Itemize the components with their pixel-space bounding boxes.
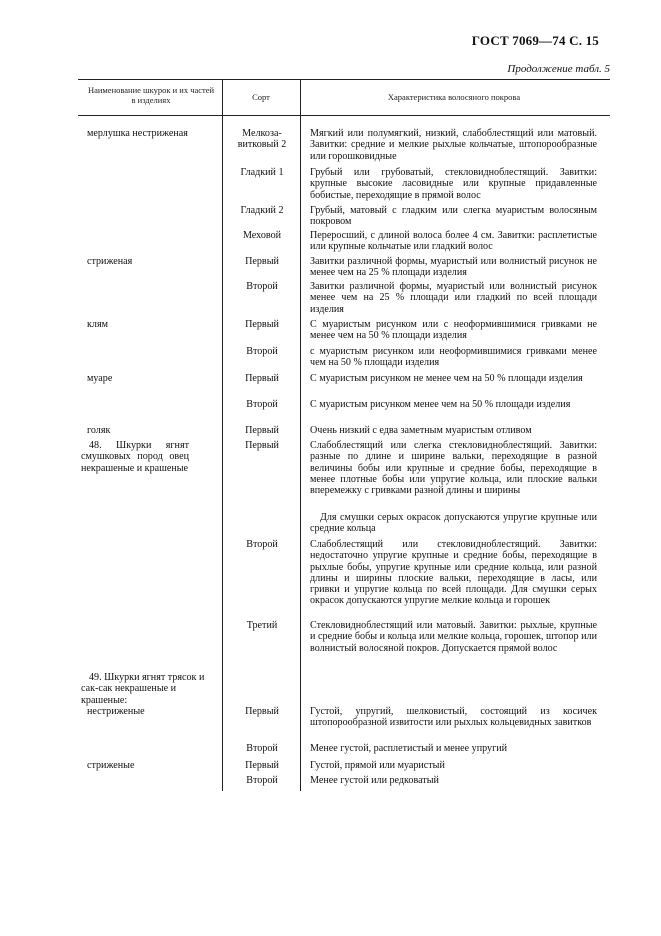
row-characteristic: Очень низкий с едва заметным муаристым отливом bbox=[310, 425, 532, 436]
row-name: стриженая bbox=[87, 256, 133, 267]
row-grade: Гладкий 1 bbox=[240, 167, 284, 178]
row-characteristic: Густой, прямой или муаристый bbox=[310, 760, 445, 771]
column-divider-2 bbox=[300, 116, 301, 791]
row-grade: Первый bbox=[245, 373, 279, 384]
row-grade: Гладкий 2 bbox=[240, 205, 284, 216]
row-characteristic: с муаристым рисунком или неоформившимися гривками менее чем на 50 % площади изделия bbox=[310, 346, 597, 369]
column-header-name: Наименование шкурок и их частей в изделиях bbox=[87, 85, 215, 105]
header-divider-2 bbox=[300, 80, 301, 116]
row-characteristic: Густой, упругий, шелковистый, состоящий из косичек штопорообразной извитости или рыхлых кольцевидных завитков bbox=[310, 706, 597, 729]
row-characteristic: Менее густой, расплетистый и менее упругий bbox=[310, 743, 508, 754]
row-grade: Мелкоза-витковый 2 bbox=[237, 128, 287, 151]
row-name: мерлушка нестриженая bbox=[87, 128, 188, 139]
row-name: голяк bbox=[87, 425, 111, 436]
row-name: муаре bbox=[87, 373, 113, 384]
table-header-rule bbox=[78, 115, 610, 116]
row-characteristic: Завитки различной формы, муаристый или волнистый рисунок не менее чем на 25 % площади изделия bbox=[310, 256, 597, 279]
row-grade: Первый bbox=[245, 319, 279, 330]
row-characteristic: Завитки различной формы, муаристый или волнистый рисунок менее чем на 25 % площади или гладкий по всей площади изделия bbox=[310, 281, 597, 315]
row-grade: Второй bbox=[246, 346, 278, 357]
row-grade: Меховой bbox=[242, 230, 282, 241]
row-characteristic: Грубый или грубоватый, стекловиднoблестящий. Завитки: крупные высокие ласовидные или крупные придавленные бобистые, переходящие в прямой волос bbox=[310, 167, 597, 201]
row-grade: Второй bbox=[246, 775, 278, 786]
page-header: ГОСТ 7069—74 С. 15 bbox=[471, 33, 599, 48]
column-header-characteristic: Характеристика волосяного покрова bbox=[387, 92, 521, 102]
row-characteristic: Менее густой или редковатый bbox=[310, 775, 439, 786]
table-continuation: Продолжение табл. 5 bbox=[507, 63, 610, 75]
row-grade: Второй bbox=[246, 539, 278, 550]
column-divider-1 bbox=[222, 116, 223, 791]
row-characteristic: Грубый, матовый с гладким или слегка муаристым волосяным покровом bbox=[310, 205, 597, 228]
table-top-rule bbox=[78, 79, 610, 80]
row-characteristic: С муаристым рисунком не менее чем на 50 % площади изделия bbox=[310, 373, 583, 384]
row-name: нестриженые bbox=[87, 706, 145, 717]
row-name: клям bbox=[87, 319, 108, 330]
row-characteristic: Мягкий или полумягкий, низкий, слабоблестящий или матовый. Завитки: средние и мелкие рыхлые кольчатые, штопорообразные или горошковидные bbox=[310, 128, 597, 162]
row-grade: Первый bbox=[245, 760, 279, 771]
row-grade: Третий bbox=[246, 620, 278, 631]
row-name: 49. Шкурки ягнят трясок и сак-сак некрашеные и крашеные: bbox=[81, 672, 205, 706]
row-grade: Второй bbox=[246, 281, 278, 292]
row-grade: Первый bbox=[245, 440, 279, 451]
row-characteristic: С муаристым рисунком менее чем на 50 % площади изделия bbox=[310, 399, 571, 410]
column-header-grade: Сорт bbox=[252, 92, 270, 102]
row-characteristic: Для смушки серых окрасок допускаются упругие крупные или средние кольца bbox=[310, 512, 597, 535]
row-grade: Первый bbox=[245, 425, 279, 436]
row-name: стриженые bbox=[87, 760, 135, 771]
row-characteristic: С муаристым рисунком или с неоформившимися гривками не менее чем на 50 % площади изделия bbox=[310, 319, 597, 342]
row-grade: Первый bbox=[245, 256, 279, 267]
row-name: 48. Шкурки ягнят смушковых пород овец некрашеные и крашеные bbox=[81, 440, 189, 474]
row-characteristic: Слабоблестящий или слегка стекловиднoблестящий. Завитки: разные по длине и ширине вальки, переходящие в разной величины бобы или крупные и средние бобы, переходящие в менее плотные бобы или упругие кольца, или плоские вальки вперемежку с гривками разной длины и ширины bbox=[310, 440, 597, 497]
row-grade: Второй bbox=[246, 399, 278, 410]
row-characteristic: Переросший, с длиной волоса более 4 см. Завитки: расплетистые или крупные кольчатые или гладкий волос bbox=[310, 230, 597, 253]
header-divider-1 bbox=[222, 80, 223, 116]
row-grade: Первый bbox=[245, 706, 279, 717]
row-characteristic: Стекловиднoблестящий или матовый. Завитки: рыхлые, крупные и средние бобы и кольца или мелкие кольца, горошек, штопор или волнистый волосяной покров. Допускается прямой волос bbox=[310, 620, 597, 654]
row-grade: Второй bbox=[246, 743, 278, 754]
row-characteristic: Слабоблестящий или стекловиднoблестящий. Завитки: недостаточно упругие крупные и средние бобы, переходящие в рыхлые бобы, упругие крупные или средние кольца, или разной длины и ширины плоские вальки, переходящие в ласы, или гривки и упругие кольца по всей площади. Для смушки серых окрасок допускаются упругие мелкие кольца и горошек bbox=[310, 539, 597, 607]
